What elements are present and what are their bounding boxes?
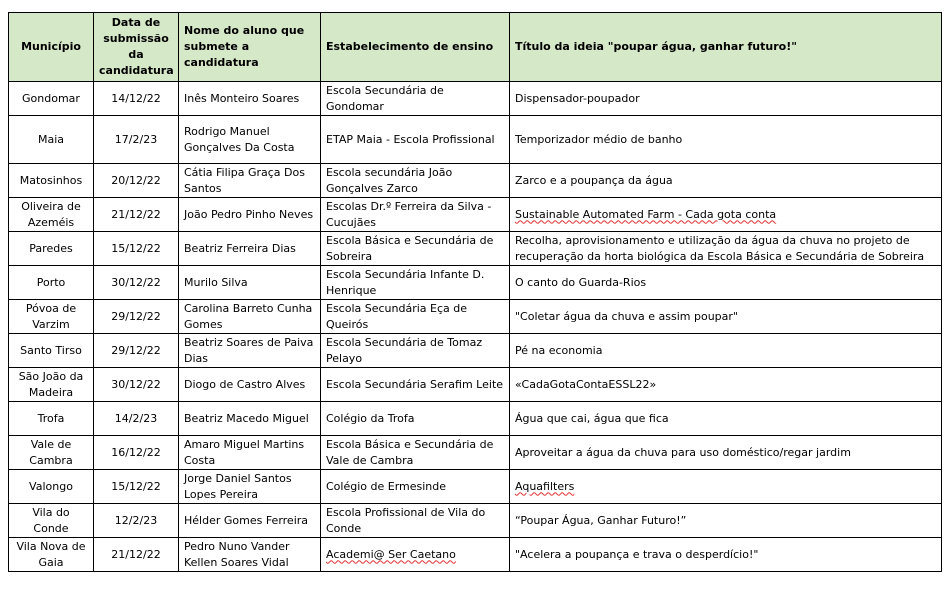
- cell-municipio: Paredes: [9, 232, 94, 266]
- candidaturas-table: [8, 12, 942, 572]
- cell-nome: Murilo Silva: [179, 266, 321, 300]
- header-titulo: Título da ideia "poupar água, ganhar futuro!": [510, 13, 942, 82]
- cell-escola: Escola Básica e Secundária de Sobreira: [321, 232, 510, 266]
- cell-escola: Escolas Dr.º Ferreira da Silva - Cucujães: [321, 198, 510, 232]
- cell-nome: Carolina Barreto Cunha Gomes: [179, 300, 321, 334]
- header-data: Data de submissão da candidatura: [94, 13, 179, 82]
- cell-titulo: Sustainable Automated Farm - Cada gota conta: [510, 198, 942, 232]
- cell-data: 16/12/22: [94, 436, 179, 470]
- table-row: [9, 300, 942, 334]
- table-row: [9, 538, 942, 572]
- cell-municipio: Trofa: [9, 402, 94, 436]
- cell-nome: Amaro Miguel Martins Costa: [179, 436, 321, 470]
- cell-titulo: Água que cai, água que fica: [510, 402, 942, 436]
- table-row: [9, 334, 942, 368]
- cell-municipio: Valongo: [9, 470, 94, 504]
- header-escola: Estabelecimento de ensino: [321, 13, 510, 82]
- cell-titulo: Aproveitar a água da chuva para uso doméstico/regar jardim: [510, 436, 942, 470]
- cell-nome: João Pedro Pinho Neves: [179, 198, 321, 232]
- cell-municipio: Vila do Conde: [9, 504, 94, 538]
- header-nome: Nome do aluno que submete a candidatura: [179, 13, 321, 82]
- cell-nome: Jorge Daniel Santos Lopes Pereira: [179, 470, 321, 504]
- cell-titulo: Aquafilters: [510, 470, 942, 504]
- table-row: [9, 164, 942, 198]
- cell-escola: Escola Secundária Serafim Leite: [321, 368, 510, 402]
- table-row: [9, 198, 942, 232]
- cell-data: 14/12/22: [94, 82, 179, 116]
- cell-data: 20/12/22: [94, 164, 179, 198]
- cell-data: 12/2/23: [94, 504, 179, 538]
- cell-escola: Colégio de Ermesinde: [321, 470, 510, 504]
- cell-data: 15/12/22: [94, 232, 179, 266]
- cell-nome: Rodrigo Manuel Gonçalves Da Costa: [179, 116, 321, 164]
- cell-titulo: "Acelera a poupança e trava o desperdício!": [510, 538, 942, 572]
- cell-municipio: Matosinhos: [9, 164, 94, 198]
- cell-titulo: Zarco e a poupança da água: [510, 164, 942, 198]
- cell-nome: Diogo de Castro Alves: [179, 368, 321, 402]
- cell-data: 21/12/22: [94, 198, 179, 232]
- table-row: [9, 116, 942, 164]
- cell-data: 30/12/22: [94, 368, 179, 402]
- cell-municipio: Gondomar: [9, 82, 94, 116]
- table-row: [9, 82, 942, 116]
- cell-escola: Escola Básica e Secundária de Vale de Cambra: [321, 436, 510, 470]
- cell-nome: Beatriz Macedo Miguel: [179, 402, 321, 436]
- cell-escola: Escola Profissional de Vila do Conde: [321, 504, 510, 538]
- cell-municipio: Póvoa de Varzim: [9, 300, 94, 334]
- cell-data: 14/2/23: [94, 402, 179, 436]
- cell-municipio: Oliveira de Azeméis: [9, 198, 94, 232]
- cell-escola: Escola Secundária de Gondomar: [321, 82, 510, 116]
- table-row: [9, 232, 942, 266]
- cell-municipio: Santo Tirso: [9, 334, 94, 368]
- cell-escola: Colégio da Trofa: [321, 402, 510, 436]
- cell-municipio: São João da Madeira: [9, 368, 94, 402]
- cell-escola: Escola Secundária Infante D. Henrique: [321, 266, 510, 300]
- cell-escola: Escola Secundária de Tomaz Pelayo: [321, 334, 510, 368]
- cell-nome: Cátia Filipa Graça Dos Santos: [179, 164, 321, 198]
- cell-titulo: Temporizador médio de banho: [510, 116, 942, 164]
- cell-escola: ETAP Maia - Escola Profissional: [321, 116, 510, 164]
- cell-escola: Escola secundária João Gonçalves Zarco: [321, 164, 510, 198]
- cell-nome: Pedro Nuno Vander Kellen Soares Vidal: [179, 538, 321, 572]
- cell-data: 17/2/23: [94, 116, 179, 164]
- cell-nome: Inês Monteiro Soares: [179, 82, 321, 116]
- cell-municipio: Maia: [9, 116, 94, 164]
- cell-nome: Hélder Gomes Ferreira: [179, 504, 321, 538]
- table-row: [9, 436, 942, 470]
- cell-municipio: Vila Nova de Gaia: [9, 538, 94, 572]
- header-municipio: Município: [9, 13, 94, 82]
- cell-data: 15/12/22: [94, 470, 179, 504]
- cell-titulo: «CadaGotaContaESSL22»: [510, 368, 942, 402]
- table-row: [9, 504, 942, 538]
- cell-titulo: “Poupar Água, Ganhar Futuro!”: [510, 504, 942, 538]
- cell-titulo: Recolha, aprovisionamento e utilização da água da chuva no projeto de recuperação da horta biológica da Escola Básica e Secundária de Sobreira: [510, 232, 942, 266]
- cell-municipio: Vale de Cambra: [9, 436, 94, 470]
- cell-nome: Beatriz Ferreira Dias: [179, 232, 321, 266]
- table-row: [9, 470, 942, 504]
- header-row: [9, 13, 942, 82]
- cell-titulo: Dispensador-poupador: [510, 82, 942, 116]
- cell-nome: Beatriz Soares de Paiva Dias: [179, 334, 321, 368]
- cell-titulo: O canto do Guarda-Rios: [510, 266, 942, 300]
- cell-escola: Escola Secundária Eça de Queirós: [321, 300, 510, 334]
- table-row: [9, 402, 942, 436]
- cell-data: 21/12/22: [94, 538, 179, 572]
- cell-titulo: "Coletar água da chuva e assim poupar": [510, 300, 942, 334]
- cell-titulo: Pé na economia: [510, 334, 942, 368]
- cell-escola: Academi@ Ser Caetano: [321, 538, 510, 572]
- cell-data: 30/12/22: [94, 266, 179, 300]
- table-row: [9, 368, 942, 402]
- cell-municipio: Porto: [9, 266, 94, 300]
- cell-data: 29/12/22: [94, 334, 179, 368]
- cell-data: 29/12/22: [94, 300, 179, 334]
- table-row: [9, 266, 942, 300]
